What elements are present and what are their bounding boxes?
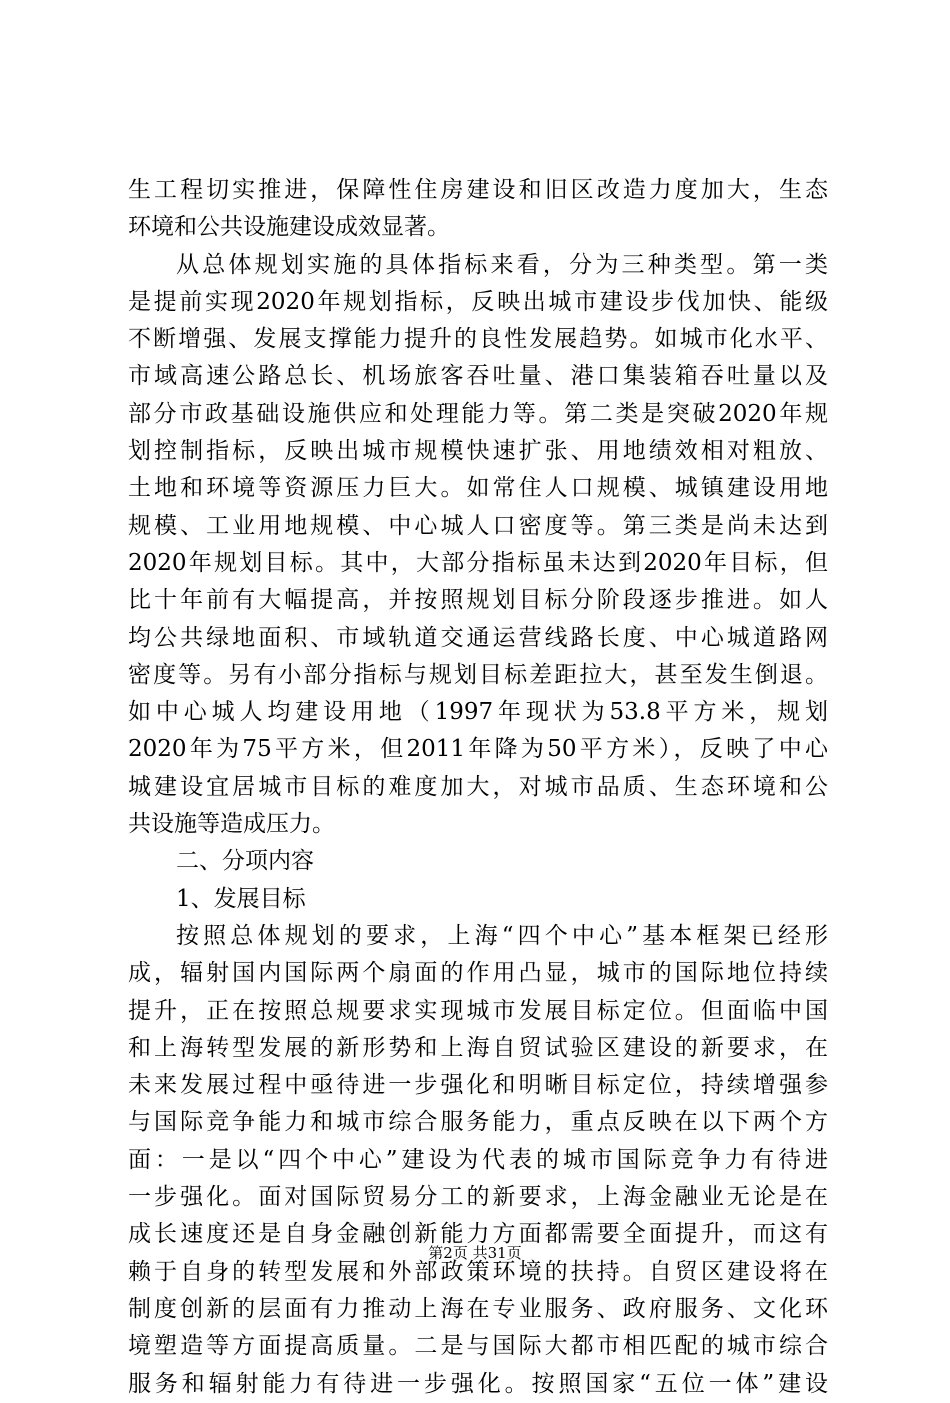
text-line-12: 比十年前有大幅提高，并按照规划目标分阶段逐步推进。如人 bbox=[128, 587, 828, 614]
text-line-22: 成，辐射国内国际两个扇面的作用凸显，城市的国际地位持续 bbox=[128, 960, 828, 987]
text-line-2: 环境和公共设施建设成效显著。 bbox=[128, 214, 450, 241]
text-line-27: 面：一是以“四个中心”建设为代表的城市国际竞争力有待进 bbox=[128, 1146, 828, 1173]
text-line-29: 成长速度还是自身金融创新能力方面都需要全面提升，而这有 bbox=[128, 1221, 828, 1248]
page-number-footer: 第2页 共31页 bbox=[428, 1244, 522, 1262]
text-line-33: 服务和辐射能力有待进一步强化。按照国家“五位一体”建设 bbox=[128, 1370, 828, 1397]
subsection-heading: 1、发展目标 bbox=[176, 885, 306, 912]
text-line-13: 均公共绿地面积、市域轨道交通运营线路长度、中心城道路网 bbox=[128, 624, 828, 651]
text-line-5: 不断增强、发展支撑能力提升的良性发展趋势。如城市化水平、 bbox=[128, 326, 828, 353]
text-line-11: 2020年规划目标。其中，大部分指标虽未达到2020年目标，但 bbox=[128, 549, 828, 576]
document-body bbox=[128, 172, 828, 1403]
text-line-8: 划控制指标，反映出城市规模快速扩张、用地绩效相对粗放、 bbox=[128, 438, 828, 465]
text-line-24: 和上海转型发展的新形势和上海自贸试验区建设的新要求，在 bbox=[128, 1034, 828, 1061]
text-line-4: 是提前实现2020年规划指标，反映出城市建设步伐加快、能级 bbox=[128, 288, 828, 315]
text-line-14: 密度等。另有小部分指标与规划目标差距拉大，甚至发生倒退。 bbox=[128, 661, 828, 688]
text-line-28: 一步强化。面对国际贸易分工的新要求，上海金融业无论是在 bbox=[128, 1184, 828, 1211]
text-line-1: 生工程切实推进，保障性住房建设和旧区改造力度加大，生态 bbox=[128, 177, 828, 203]
text-line-31: 制度创新的层面有力推动上海在专业服务、政府服务、文化环 bbox=[128, 1295, 828, 1322]
text-line-18: 共设施等造成压力。 bbox=[128, 811, 335, 838]
text-line-17: 城建设宜居城市目标的难度加大，对城市品质、生态环境和公 bbox=[128, 773, 828, 800]
text-line-6: 市域高速公路总长、机场旅客吞吐量、港口集装箱吞吐量以及 bbox=[128, 363, 828, 390]
text-line-10: 规模、工业用地规模、中心城人口密度等。第三类是尚未达到 bbox=[128, 512, 828, 539]
text-line-26: 与国际竞争能力和城市综合服务能力，重点反映在以下两个方 bbox=[128, 1109, 828, 1136]
text-line-15: 如中心城人均建设用地（1997年现状为53.8平方米，规划 bbox=[128, 699, 828, 726]
text-line-30: 赖于自身的转型发展和外部政策环境的扶持。自贸区建设将在 bbox=[128, 1258, 828, 1285]
text-line-7: 部分市政基础设施供应和处理能力等。第二类是突破2020年规 bbox=[128, 400, 828, 427]
text-line-32: 境塑造等方面提高质量。二是与国际大都市相匹配的城市综合 bbox=[128, 1333, 828, 1360]
section-heading: 二、分项内容 bbox=[176, 848, 314, 875]
text-line-3: 从总体规划实施的具体指标来看，分为三种类型。第一类 bbox=[176, 251, 828, 278]
text-line-9: 土地和环境等资源压力巨大。如常住人口规模、城镇建设用地 bbox=[128, 475, 828, 502]
text-line-16: 2020年为75平方米，但2011年降为50平方米），反映了中心 bbox=[128, 736, 828, 763]
text-line-23: 提升，正在按照总规要求实现城市发展目标定位。但面临中国 bbox=[128, 997, 828, 1024]
text-line-25: 未来发展过程中亟待进一步强化和明晰目标定位，持续增强参 bbox=[128, 1072, 828, 1099]
text-line-21: 按照总体规划的要求，上海“四个中心”基本框架已经形 bbox=[176, 922, 828, 949]
